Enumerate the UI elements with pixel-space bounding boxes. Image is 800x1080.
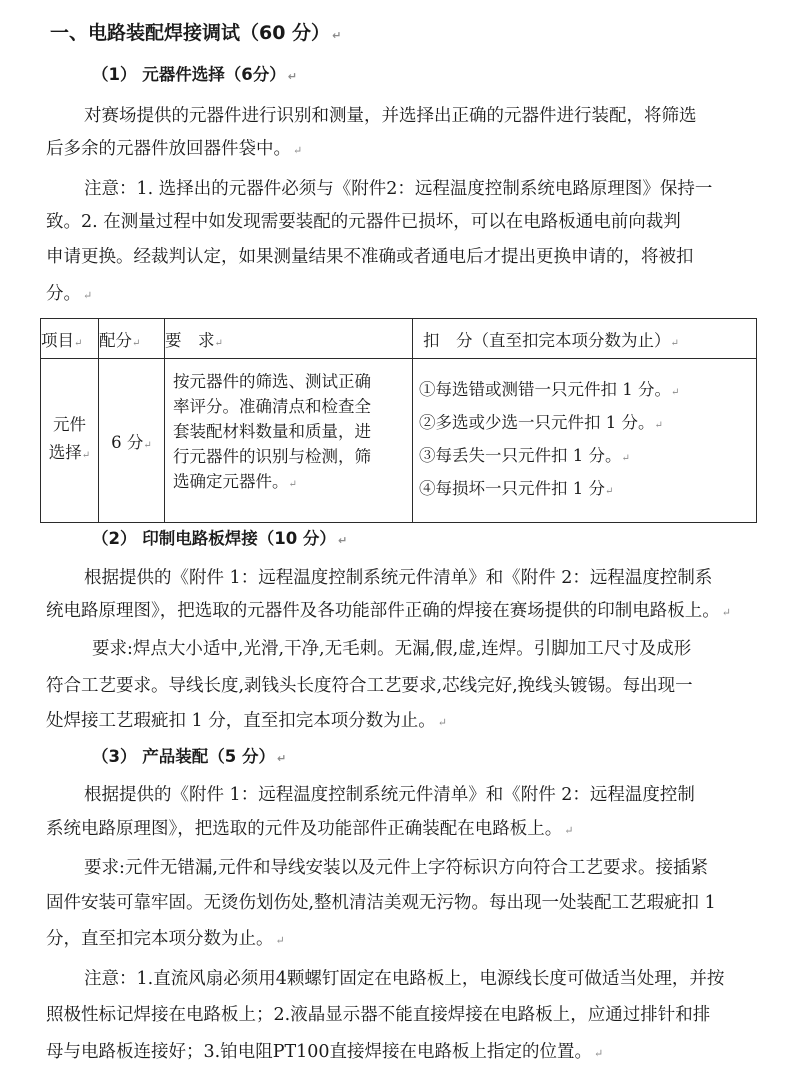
paragraph-line: 根据提供的《附件 1：远程温度控制系统元件清单》和《附件 2：远程温度控制	[84, 785, 695, 805]
header-deduction: 扣 分（直至扣完本项分数为止）↵	[413, 319, 757, 359]
paragraph-line: 统电路原理图》，把选取的元器件及各功能部件正确的焊接在赛场提供的印制电路板上。 ↵	[46, 601, 731, 621]
cell-requirement: 按元器件的筛选、测试正确 率评分。准确清点和检查全 套装配材料数量和质量，进 行元器件的识别与检测，筛 选确定元器件。↵	[165, 359, 413, 523]
note-line: 申请更换。经裁判认定，如果测量结果不准确或者通电后才提出更换申请的，将被扣	[46, 247, 694, 267]
header-score: 配分↵	[99, 319, 165, 359]
scoring-table	[40, 318, 757, 523]
cell-score: 6 分↵	[99, 359, 165, 523]
note-line: 分。 ↵	[46, 284, 93, 304]
cell-item: 元件 选择↵	[41, 359, 99, 523]
header-requirement: 要 求↵	[165, 319, 413, 359]
note-line: 照极性标记焊接在电路板上；2.液晶显示器不能直接焊接在电路板上，应通过排针和排	[46, 1005, 711, 1025]
note-line: 母与电路板连接好；3.铂电阻PT100直接焊接在电路板上指定的位置。 ↵	[46, 1042, 604, 1062]
section-title: 一、电路装配焊接调试（60 分） ↵	[50, 22, 342, 44]
note-line: 注意：1.直流风扇必须用4颗螺钉固定在电路板上，电源线长度可做适当处理，并按	[84, 969, 725, 989]
requirement-line: 符合工艺要求。导线长度,剥钱头长度符合工艺要求,芯线完好,挽线头镀锡。每出现一	[46, 676, 693, 696]
paragraph-line: 系统电路原理图》，把选取的元件及功能部件正确装配在电路板上。 ↵	[46, 819, 574, 839]
requirement-line: 固件安装可靠牢固。无烫伤划伤处,整机清洁美观无污物。每出现一处装配工艺瑕疵扣 1	[46, 893, 716, 913]
requirement-line: 要求:元件无错漏,元件和导线安装以及元件上字符标识方向符合工艺要求。接插紧	[84, 858, 708, 878]
subsection-title-1: （1） 元器件选择（6分） ↵	[92, 65, 297, 84]
table-row	[41, 359, 757, 523]
subsection-title-2: （2） 印制电路板焊接（10 分） ↵	[92, 529, 348, 548]
subsection-title-3: （3） 产品装配（5 分） ↵	[92, 747, 287, 766]
requirement-line: 要求:焊点大小适中,光滑,干净,无毛刺。无漏,假,虚,连焊。引脚加工尺寸及成形	[92, 639, 692, 659]
note-line: 注意：1. 选择出的元器件必须与《附件2：远程温度控制系统电路原理图》保持一	[84, 179, 713, 199]
note-line: 致。2. 在测量过程中如发现需要装配的元器件已损坏，可以在电路板通电前向裁判	[46, 212, 681, 232]
table-header-row	[41, 319, 757, 359]
paragraph-line: 根据提供的《附件 1：远程温度控制系统元件清单》和《附件 2：远程温度控制系	[84, 568, 713, 588]
paragraph-line: 对赛场提供的元器件进行识别和测量，并选择出正确的元器件进行装配，将筛选	[84, 106, 697, 126]
requirement-line: 分，直至扣完本项分数为止。 ↵	[46, 929, 285, 949]
header-item: 项目↵	[41, 319, 99, 359]
cell-deductions: ①每选错或测错一只元件扣 1 分。↵ ②多选或少选一只元件扣 1 分。↵ ③每丢失一只元件扣 1 分。↵ ④每损坏一只元件扣 1 分↵	[413, 359, 757, 523]
paragraph-line: 后多余的元器件放回器件袋中。 ↵	[46, 139, 303, 159]
requirement-line: 处焊接工艺瑕疵扣 1 分，直至扣完本项分数为止。 ↵	[46, 711, 447, 731]
